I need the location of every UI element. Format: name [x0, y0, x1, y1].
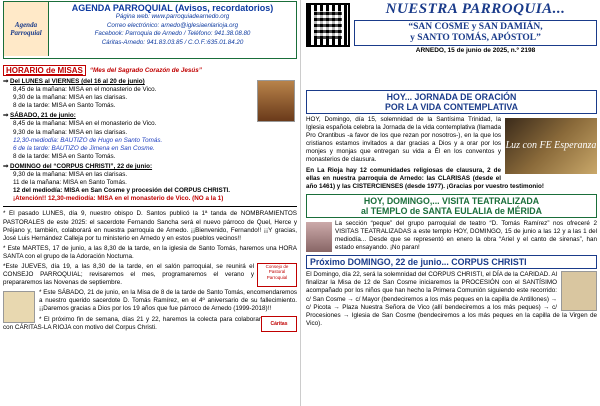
notice-item: * Este SÁBADO, 21 de junio, en la Misa de 8 de la tarde de Santo Tomás, encomendaremos a nuestro querido sacerdote D. Tomás Ramírez, en el 4º aniversario de su fallecimiento. ¡¡Daremos gracias a Dios por los 19 años que fue párroco de Arnedo (1999-2018)!!	[39, 289, 297, 313]
parish-subtitle-2: y SANTO TOMÁS, APÓSTOL”	[410, 33, 541, 43]
schedule-line: 6 de la tarde: BAUTIZO de Jimena en San Cosme.	[13, 144, 155, 152]
day-saturday: ⇒ SÁBADO, 21 de junio:	[3, 112, 76, 120]
schedule-line: 9,30 de la mañana: MISA en las clarisas.	[13, 171, 128, 179]
day-sunday-lines	[3, 171, 297, 203]
agenda-logo-text: Agenda Parroquial	[10, 21, 42, 37]
article1-body	[306, 116, 597, 191]
horario-title: HORARIO de MISAS	[3, 65, 86, 76]
issue-date: ARNEDO, 15 de junio de 2025, n.º 2198	[415, 47, 536, 54]
notice-item: * El próximo fin de semana, días 21 y 22, haremos la colecta para colaborar con CÁRITAS-LA RIOJA con motivo del Corpus Christi.	[3, 315, 261, 331]
article2-body	[306, 220, 597, 252]
facebook-line: Facebook: Parroquia de Arnedo / Teléfono: 941.38.08.80	[94, 30, 251, 38]
article3-body	[306, 271, 597, 328]
article1-title: HOY... JORNADA DE ORACIÓN POR LA VIDA CONTEMPLATIVA	[306, 90, 597, 114]
caritas-logo: Cáritas	[261, 316, 297, 332]
notice-item: *Este JUEVES, día 19, a las 8,30 de la tarde, en el salón parroquial, se reunirá el CONSEJO PARROQUIAL; revisaremos el mes, programaremos el verano y prepararemos las Novenas de septiembre.	[3, 262, 254, 287]
article2-paragraph: La sección “peque” del grupo parroquial de teatro “D. Tomás Ramírez” nos ofreceré 2 VISITAS TEATRALIZADAS a este templo HOY, DOMINGO, 15 de junio a las 12 y a las 1 del mediodía... Desde que se representó en enero la obra “Ariel y el canto de sirenas”, han estado ensayando. ¡No paran!	[335, 219, 597, 252]
schedule-line: 8 de la tarde: MISA en Santo Tomás.	[13, 102, 116, 110]
schedule-line: 12,30-mediodía: BAUTIZO de Hugo en Santo Tomás.	[13, 136, 163, 144]
caritas-line: Cáritas-Arnedo: 941.83.03.85 / C.O.F.:635.01.84.20	[101, 38, 244, 46]
horario-heading	[3, 65, 297, 76]
contemplative-image: Luz con FE Esperanza	[505, 118, 597, 174]
schedule-line: 12 del mediodía: MISA en San Cosme y procesión del CORPUS CHRISTI.	[13, 187, 231, 195]
theatre-image	[306, 222, 332, 252]
schedule-line: 8,45 de la mañana: MISA en el monasterio de Vico.	[13, 86, 157, 94]
sacred-heart-image	[257, 80, 295, 122]
day-weekdays-lines	[3, 86, 297, 110]
schedule-line: 9,30 de la mañana: MISA en las clarisas.	[13, 128, 128, 136]
notices	[3, 210, 297, 331]
corpus-image	[561, 271, 597, 311]
schedule-line: ¡Atención!! 12,30-mediodía: MISA en el monasterio de Vico. (NO a la 1)	[13, 195, 224, 203]
schedule-line: 9,30 de la mañana: MISA en las clarisas.	[13, 94, 128, 102]
schedule-line: 11 de la mañana: MISA en Santo Tomás.	[13, 179, 127, 187]
article1-paragraph: En La Rioja hay 12 comunidades religiosas de clausura, 2 de ellas en nuestra parroquia de Arnedo: las CLARISAS (desde el año 1461) y las CISTERCIENSES (desde 1977). ¡Gracias por vuestro testimonio!	[306, 166, 544, 190]
article1-paragraph: HOY, Domingo, día 15, solemnidad de la Santísima Trinidad, la Iglesia española celebra la Jornada de la vida contemplativa (llamada Pro Orantibus -a favor de los que rezan por nosotros-), en la que los cristianos estamos invitados a dar gracias a Dios y a orar por los monjes y monjas que entregan su vida a Él en los conventos y monasterios de clausura.	[306, 116, 501, 164]
agenda-logo	[4, 2, 49, 56]
schedule-line: 8,45 de la mañana: MISA en el monasterio de Vico.	[13, 120, 157, 128]
horario-schedule	[3, 78, 297, 203]
agenda-header	[3, 1, 297, 59]
article3-paragraph: El Domingo, día 22, será la solemnidad del CORPUS CHRISTI, el DÍA de la CARIDAD. Al finalizar la Misa de 12 de San Cosme iniciaremos la PROCESIÓN con el SANTÍSIMO acompañado por los niños que han hecho la Primera Comunión siguiendo este recorrido: c/ San Cosme → c/ Mayor (bendeciremos a los más peques en la capilla de Antillones) → c/ Picota → Plaza Nuestra Señora de Vico (allí bendeciremos a los más peques) → c/ Procesiones → Iglesia de San Cosme (bendeciremos a los más peques en la capilla de la Virgen de Vico).	[306, 271, 597, 327]
qr-code-icon	[306, 3, 350, 47]
divider	[3, 206, 297, 207]
right-page	[300, 0, 600, 406]
day-sunday: ⇒ DOMINGO del “CORPUS CHRISTI”, 22 de junio:	[3, 162, 153, 170]
day-saturday-lines	[3, 120, 297, 160]
notice-item: * Este MARTES, 17 de junio, a las 8,30 de la tarde, en la iglesia de Santo Tomás, haremos una HORA SANTA con el grupo de la Adoración Nocturna.	[3, 244, 297, 260]
website-line: Página web: www.parroquiadearnedo.org	[115, 13, 230, 20]
parish-title: NUESTRA PARROQUIA...	[385, 1, 566, 17]
priest-photo	[3, 291, 35, 323]
article3-title: Próximo DOMINGO, 22 de junio... CORPUS CHRISTI	[306, 255, 597, 269]
parish-subtitle-1: “SAN COSME y SAN DAMIÁN,	[408, 22, 543, 32]
parish-header	[306, 1, 597, 87]
consejo-logo: Consejo de Pastoral Parroquial	[257, 263, 297, 287]
horario-subtitle: “Mes del Sagrado Corazón de Jesús”	[89, 67, 202, 74]
article2-title: HOY, DOMINGO,... VISITA TEATRALIZADA al TEMPLO de SANTA EULALIA de MÉRIDA	[306, 194, 597, 218]
schedule-line: 8 de la tarde: MISA en Santo Tomás.	[13, 152, 116, 160]
notice-item: * El pasado LUNES, día 9, nuestro obispo D. Santos publicó la 1ª tanda de NOMBRAMIENTOS PASTORALES de este 2025: el sacerdote Fernando Sancha será el nuevo párroco de Quel, Herce y Préjano y, también, colaborará en nuestra parroquia de Arnedo. ¡¡Bienvenido, Fernando!! ¡¡Y gracias, José Luis Hernández Calleja por tu ministerio en Arnedo y en estos pueblos vecinos!!	[3, 210, 297, 242]
agenda-title: AGENDA PARROQUIAL (Avisos, recordatorios)	[71, 3, 274, 13]
email-line: Correo electrónico: arnedo@iglesiaenlarioja.org	[106, 21, 239, 29]
day-weekdays: ⇒ Del LUNES al VIERNES (del 16 al 20 de junio)	[3, 78, 145, 85]
parish-subtitle-box	[354, 20, 597, 46]
